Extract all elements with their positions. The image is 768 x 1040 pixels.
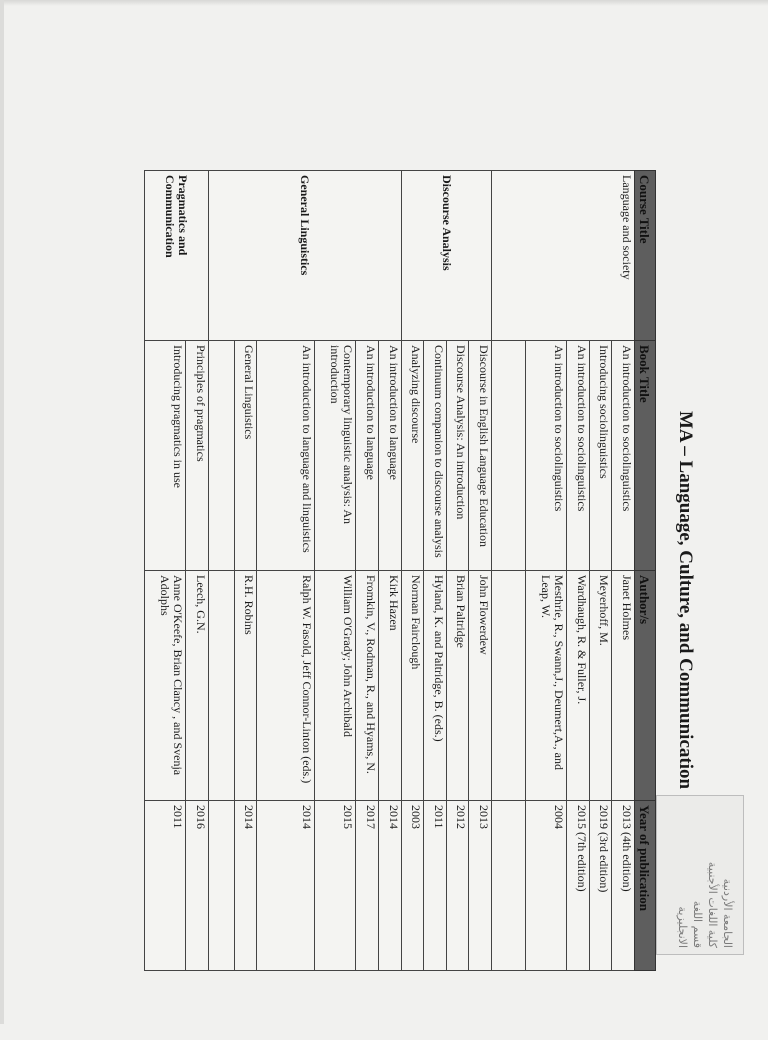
table-row [469, 171, 492, 971]
book-title-cell: Discourse in English Language Education [469, 341, 492, 571]
table-row [612, 171, 635, 971]
year-cell: 2014 [378, 801, 401, 971]
authors-cell: William O'Grady; John Archibald [315, 571, 356, 801]
course-table [144, 170, 656, 971]
authors-cell: Ralph W. Fasold, Jeff Connor-Linton (eds.) [257, 571, 315, 801]
year-cell [208, 801, 234, 971]
year-cell: 2017 [356, 801, 379, 971]
table-header-row [635, 171, 656, 971]
year-cell: 2011 [145, 801, 186, 971]
header-authors: Author/s [635, 571, 656, 801]
book-title-cell: An introduction to language and linguistics [257, 341, 315, 571]
year-cell: 2016 [186, 801, 209, 971]
book-title-cell: An introduction to sociolinguistics [526, 341, 567, 571]
authors-cell: Hyland, K. and Paltridge, B. (eds.) [424, 571, 447, 801]
year-cell: 2014 [257, 801, 315, 971]
book-title-cell: An introduction to sociolinguistics [612, 341, 635, 571]
authors-cell: Mesthrie, R., Swann,J., Deumert,A., and Leap, W. [526, 571, 567, 801]
scan-top-edge [0, 0, 768, 6]
authors-cell: Brian Paltridge [446, 571, 469, 801]
authors-cell: Anne O'Keefe, Brian Clancy , and Svenja Adolphs [145, 571, 186, 801]
authors-cell: Leech, G.N. [186, 571, 209, 801]
table-row [186, 171, 209, 971]
year-cell: 2015 (7th edition) [567, 801, 590, 971]
authors-cell: Norman Fairclough [401, 571, 424, 801]
book-title-cell: An introduction to sociolinguistics [567, 341, 590, 571]
rotated-page [130, 140, 696, 1040]
course-cell: General Linguistics [208, 171, 401, 341]
book-title-cell: General Linguistics [234, 341, 257, 571]
stamp-line: كلية اللغات الأجنبية [706, 861, 719, 948]
year-cell: 2013 [469, 801, 492, 971]
course-cell: Discourse Analysis [401, 171, 492, 341]
scan-left-edge [0, 0, 4, 1024]
authors-cell: Janet Holmes [612, 571, 635, 801]
year-cell: 2015 [315, 801, 356, 971]
book-title-cell: Introducing pragmatics in use [145, 341, 186, 571]
authors-cell: Kirk Hazen [378, 571, 401, 801]
table-row [378, 171, 401, 971]
year-cell [492, 801, 526, 971]
page-title: MA – Language, Culture, and Communication [675, 410, 696, 790]
authors-cell: Wardhaugh, R. & Fuller, J. [567, 571, 590, 801]
course-cell: Language and society [492, 171, 635, 341]
authors-cell [492, 571, 526, 801]
department-stamp [656, 795, 744, 955]
book-title-cell: Discourse Analysis: An introduction [446, 341, 469, 571]
book-title-cell: Analyzing discourse [401, 341, 424, 571]
year-cell: 2003 [401, 801, 424, 971]
authors-cell: Meyerhoff, M. [589, 571, 612, 801]
header-course-title: Course Title [635, 171, 656, 341]
authors-cell: John Flowerdew [469, 571, 492, 801]
book-title-cell: Contemporary linguistic analysis: An introduction [315, 341, 356, 571]
book-title-cell [492, 341, 526, 571]
course-cell: Pragmatics and Communication [145, 171, 209, 341]
stamp-text [657, 796, 743, 954]
year-cell: 2013 (4th edition) [612, 801, 635, 971]
authors-cell: Fromkin, V., Rodman, R., and Hyams, N. [356, 571, 379, 801]
year-cell: 2004 [526, 801, 567, 971]
book-title-cell [208, 341, 234, 571]
header-year: Year of publication [635, 801, 656, 971]
book-title-cell: An introduction to language [378, 341, 401, 571]
year-cell: 2011 [424, 801, 447, 971]
authors-cell: R.H. Robins [234, 571, 257, 801]
authors-cell [208, 571, 234, 801]
book-title-cell: Continuum companion to discourse analysis [424, 341, 447, 571]
stamp-line: الانجليزية [676, 906, 689, 948]
book-title-cell: An introduction to language [356, 341, 379, 571]
stamp-line: قسم اللغة [691, 900, 704, 948]
year-cell: 2019 (3rd edition) [589, 801, 612, 971]
year-cell: 2014 [234, 801, 257, 971]
book-title-cell: Principles of pragmatics [186, 341, 209, 571]
header-book-title: Book Title [635, 341, 656, 571]
stamp-line: الجامعة الأردنية [721, 878, 734, 948]
book-title-cell: Introducing sociolinguistics [589, 341, 612, 571]
year-cell: 2012 [446, 801, 469, 971]
